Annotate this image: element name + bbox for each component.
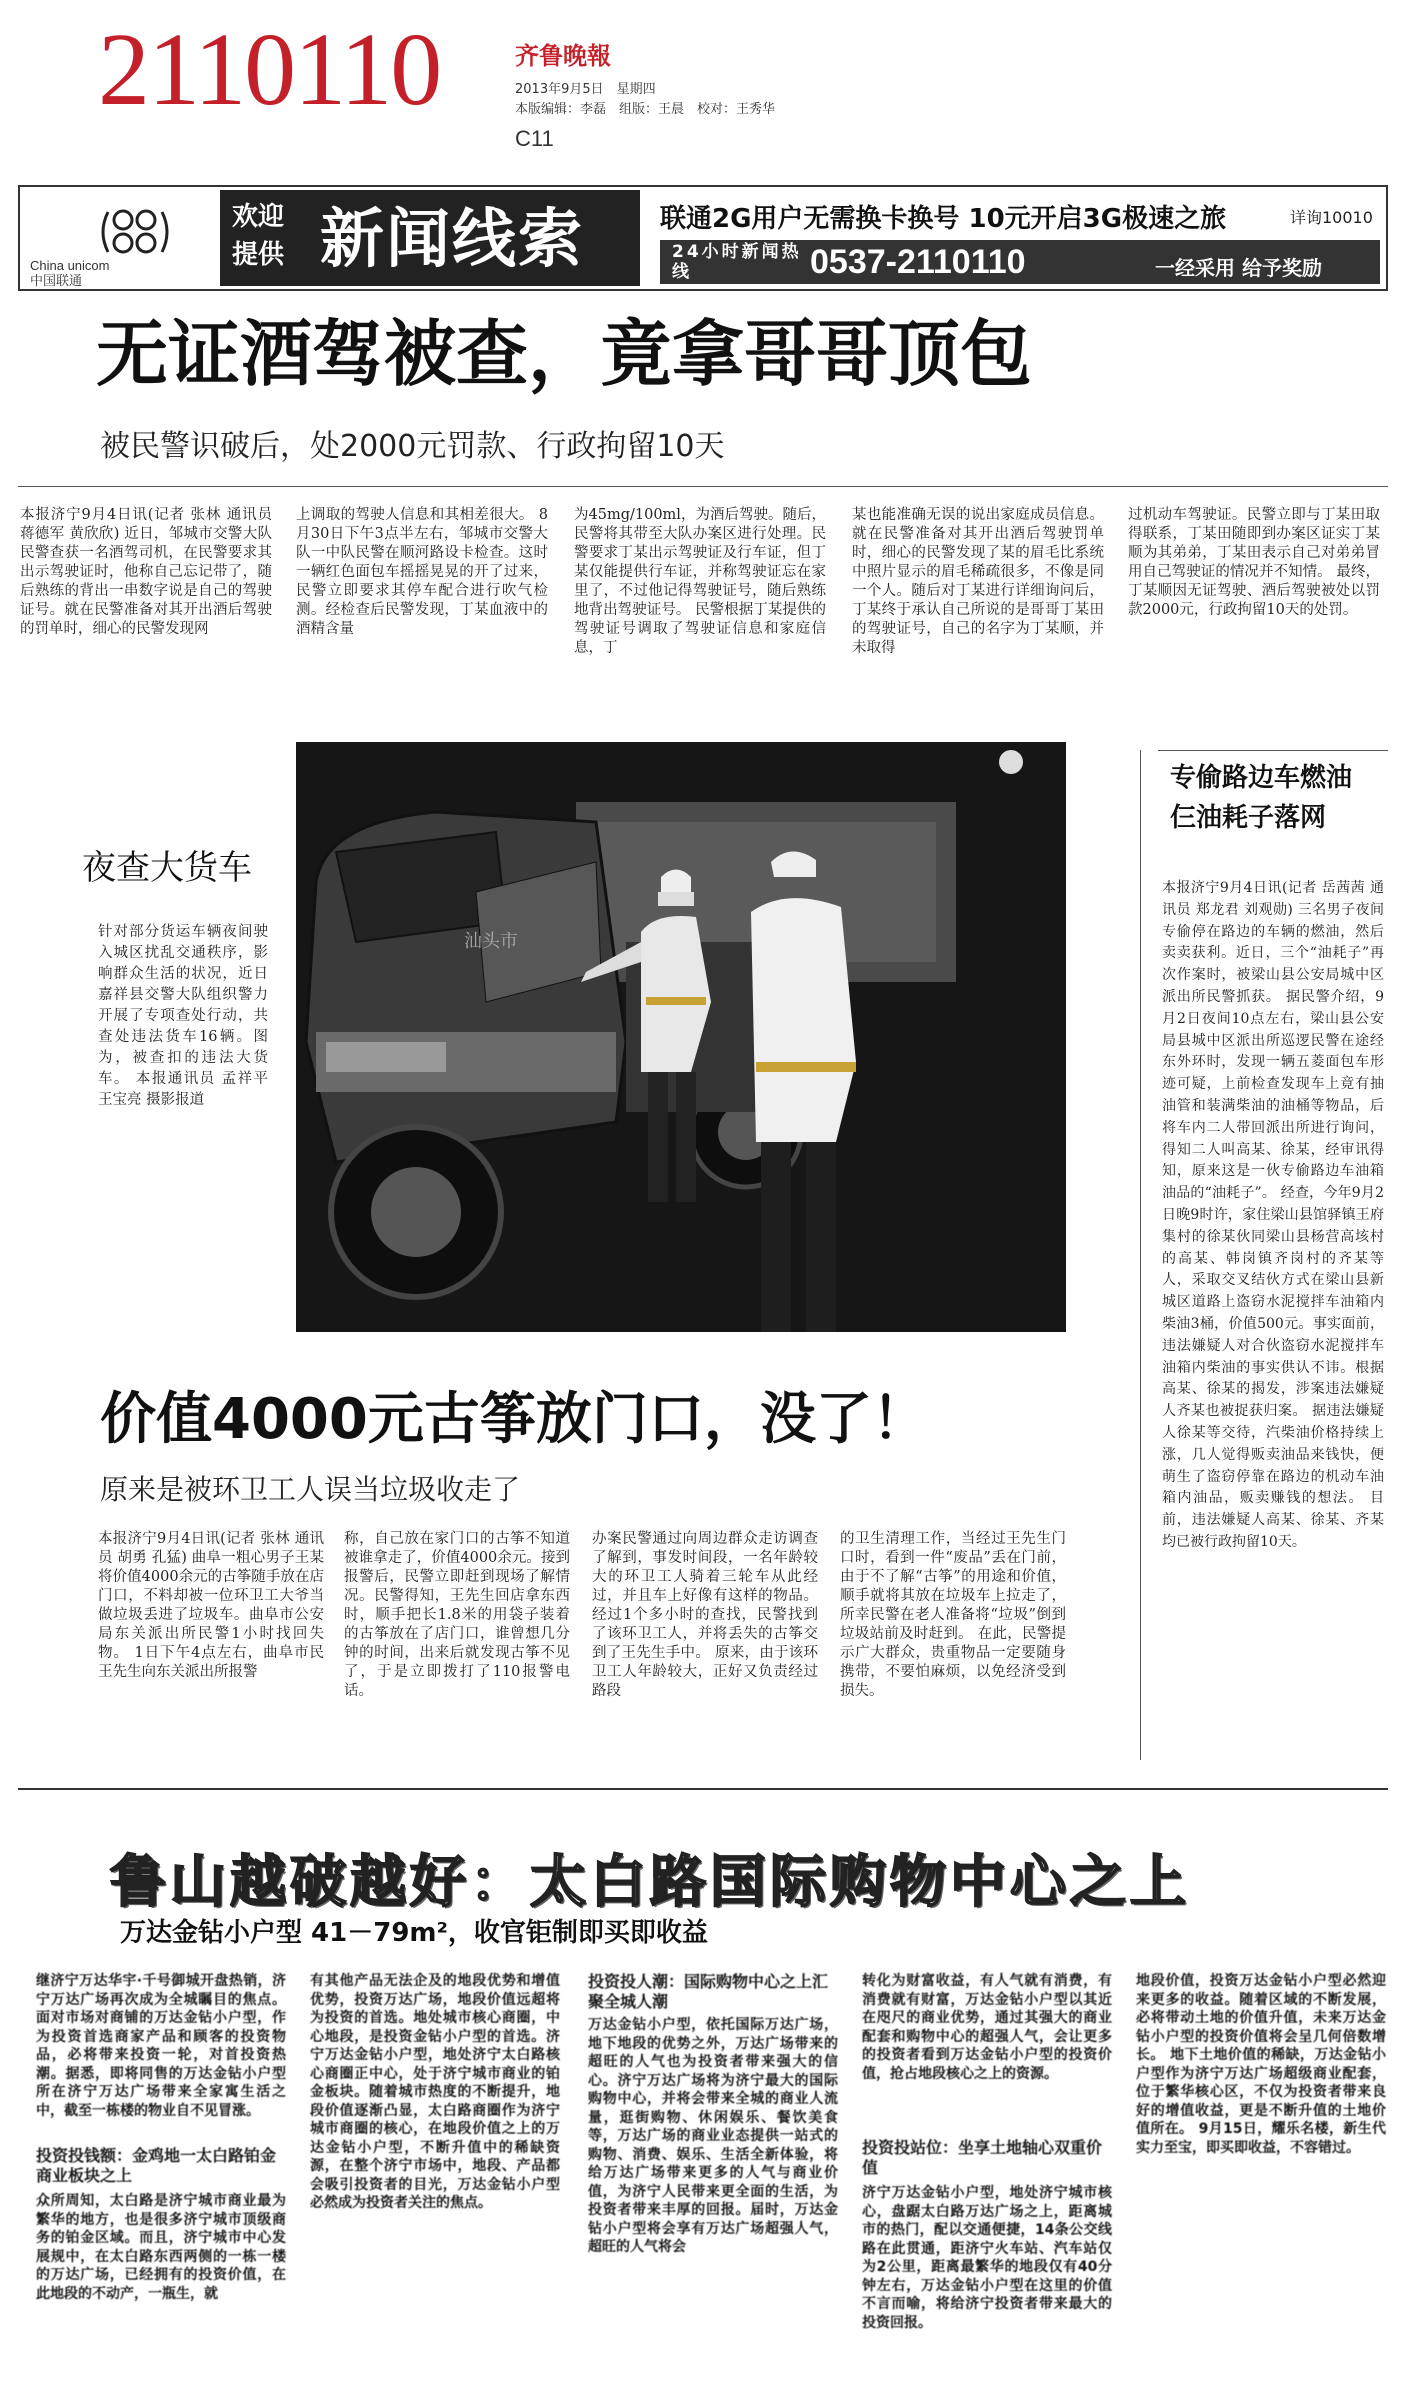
ad-column-3-heading: 投资投人潮：国际购物中心之上汇聚全城人潮 [588, 1972, 829, 2011]
story2-subheadline: 原来是被环卫工人误当垃圾收走了 [100, 1473, 521, 1506]
ad-column-1-heading: 投资投钱额：金鸡地一太白路铂金商业板块之上 [36, 2146, 277, 2185]
story1-subheadline: 被民警识破后，处2000元罚款、行政拘留10天 [100, 429, 725, 464]
story2-headline: 价值4000元古筝放门口，没了！ [100, 1387, 928, 1452]
paper-name: 齐鲁晚報 [515, 41, 611, 70]
divider [1158, 750, 1388, 751]
hotline-number: 0537-2110110 [810, 243, 1026, 281]
ad-column-1: 继济宁万达华宇·千号御城开盘热销，济宁万达广场再次成为全城瞩目的焦点。面对市场对商铺的万达金钻小户型，作为投资首选商家产品和顾客的投资物品，必将带来投资一轮，对首投资热潮。据悉，即将同售的万达金钻小户型所在济宁万达广场带来全家寓生活之中，截至一栋楼的物业自不见冒涨。 [36, 1973, 286, 2119]
story1-column-3: 为45mg/100ml，为酒后驾驶。随后，民警将其带至大队办案区进行处理。民警要求丁某出示驾驶证及行车证，但丁某仅能提供行车证，并称驾驶证忘在家里了，不过他记得驾驶证号，随后熟练地背出驾驶证号。 民警根据丁某提供的驾驶证号调取了驾驶证信息和家庭信息，丁 [574, 507, 826, 656]
story1-column-2: 上调取的驾驶人信息和其相差很大。 8月30日下午3点半左右，邹城市交警大队一中队民警在顺河路设卡检查。这时一辆红色面包车摇摇晃晃的开了过来，民警立即要求其停车配合进行吹气检测。经检查后民警发现，丁某血液中的酒精含量 [296, 507, 548, 637]
editor-line: 本版编辑：李磊 组版：王晨 校对：王秀华 [515, 102, 776, 117]
ad-column-3: 万达金钻小户型，依托国际万达广场，地下地段的优势之外，万达广场带来的超旺的人气也为投资者带来强大的信心。济宁万达广场将为济宁最大的国际购物中心，并将会带来全城的商业人流量，逛街购物、休闲娱乐、餐饮美食等，万达广场的商业业态提供一站式的购物、消费、娱乐、生活全新体验，将给万达广场带来更多的人气与商业价值，为济宁人民带来更全面的生活，为投资者带来丰厚的回报。届时，万达金钻小户型将会享有万达广场超强人气，超旺的人气将会 [588, 2017, 838, 2255]
column-rule [1140, 750, 1141, 1760]
hotline-label: 24小时新闻热线 [672, 242, 802, 282]
divider [18, 1788, 1388, 1790]
date-line: 2013年9月5日 星期四 [515, 82, 656, 97]
masthead-number: 2110110 [98, 12, 441, 127]
ad-column-4: 转化为财富收益，有人气就有消费，有消费就有财富，万达金钻小户型以其近在咫尺的商业优势，通过其强大的商业配套和购物中心的超强人气，会让更多的投资者看到万达金钻小户型的投资价值，抢占地段核心之上的资源。 [862, 1973, 1112, 2082]
story2-column-2: 称，自己放在家门口的古筝不知道被谁拿走了，价值4000余元。接到报警后，民警立即赶到现场了解情况。民警得知，王先生回店拿东西时，顺手把长1.8米的用袋子装着的古筝放在了店门口，谁曾想几分钟的时间，出来后就发现古筝不见了，于是立即拨打了110报警电话。 [344, 1531, 570, 1699]
story3-body: 本报济宁9月4日讯(记者 岳茜茜 通讯员 郑龙君 刘观勋) 三名男子夜间专偷停在路边的车辆的燃油，然后卖卖获利。近日，三个“油耗子”再次作案时，被梁山县公安局城中区派出所民警抓获。 据民警介绍，9月2日夜间10点左右，梁山县公安局县城中区派出所巡逻民警在途经东外环时，发现一辆五菱面包车形迹可疑，上前检查发现车上竟有抽油管和装满柴油的油桶等物品，后将车内二人带回派出所进行询问，得知二人叫高某、徐某，经审讯得知，原来这是一伙专偷路边车油箱油品的“油耗子”。 经查，今年9月2日晚9时许，家住梁山县馆驿镇王府集村的徐某伙同梁山县杨营高垓村的高某、韩岗镇齐岗村的齐某等人，采取交叉结伙方式在梁山县新城区道路上盗窃水泥搅拌车油箱内柴油3桶，价值500元。事实面前，违法嫌疑人对合伙盗窃水泥搅拌车油箱内柴油的事实供认不讳。根据高某、徐某的揭发，涉案违法嫌疑人齐某也被捉获归案。 据违法嫌疑人徐某等交待，汽柴油价格持续上涨，几人觉得贩卖油品来钱快，便萌生了盗窃停靠在路边的机动车油箱内油品，贩卖赚钱的想法。 目前，违法嫌疑人高某、徐某、齐某均已被行政拘留10天。 [1162, 880, 1384, 1550]
divider [18, 486, 1388, 487]
story3-headline: 专偷路边车燃油 仨油耗子落网 [1170, 763, 1353, 833]
ad-column-5: 地段价值，投资万达金钻小户型必然迎来更多的收益。随着区域的不断发展，必将带动土地的价值升值，未来万达金钻小户型的投资价值将会呈几何倍数增长。 地下土地价值的稀缺，万达金钻小户型作为济宁万达广场超级商业配套，位于繁华核心区，不仅为投资者带来良好的增值收益，更是不断升值的土地价值所在。 9月15日，耀乐名楼，新生代实力至宝，即买即收益，不容错过。 [1136, 1973, 1386, 2156]
unicom-brand-text: China unicom中国联通 [30, 258, 110, 288]
ad-column-2: 有其他产品无法企及的地段优势和增值优势，投资万达广场，地段价值远超将为投资的首选。地处城市核心商圈，中心地段，是投资金钻小户型的首选。济宁万达金钻小户型，地处济宁太白路核心商圈正中心，处于济宁城市商业的铂金板块。随着城市热度的不断提升，地段价值逐渐凸显，太白路商圈作为济宁城市商圈的核心，在地段价值之上的万达金钻小户型，不断升值中的稀缺资源，在整个济宁市场中，地段、产品都会吸引投资者的目光，万达金钻小户型必然成为投资者关注的焦点。 [310, 1973, 560, 2211]
photo-caption: 针对部分货运车辆夜间驶入城区扰乱交通秩序，影响群众生活的状况，近日嘉祥县交警大队组织警力开展了专项查处行动，共查处违法货车16辆。图为，被查扣的违法大货车。 本报通讯员 孟祥平 王宝亮 摄影报道 [98, 924, 268, 1108]
story2-column-4: 的卫生清理工作，当经过王先生门口时，看到一件“废品”丢在门前，由于不了解“古筝”的用途和价值，顺手就将其放在垃圾车上拉走了，所幸民警在老人准备将“垃圾”倒到垃圾站前及时赶到。 在此，民警提示广大群众，贵重物品一定要随身携带，不要怕麻烦，以免经济受到损失。 [840, 1531, 1066, 1699]
banner-title: 新闻线索 [320, 203, 584, 277]
story1-headline: 无证酒驾被查，竟拿哥哥顶包 [96, 312, 1033, 396]
truck-inspection-photo [296, 742, 1066, 1332]
page-number: C11 [515, 126, 554, 151]
story1-column-4: 某也能准确无误的说出家庭成员信息。就在民警准备对其开出酒后驾驶罚单时，细心的民警发现了某的眉毛比系统中照片显示的眉毛稀疏很多，不像是同一个人。随后对丁某进行详细询问后，丁某终于承认自己所说的是哥哥丁某田的驾驶证号，自己的名字为丁某顺，并未取得 [852, 507, 1104, 656]
banner-slogan: 一经采用 给予奖励 [1155, 256, 1322, 280]
truck-door-text: 汕头市 [464, 931, 518, 952]
story1-column-1: 本报济宁9月4日讯(记者 张林 通讯员 蒋德军 黄欣欣) 近日，邹城市交警大队民警查获一名酒驾司机，在民警要求其出示驾驶证时，他称自己忘记带了，随后熟练的背出一串数字说是自己的驾驶证号。就在民警准备对其开出酒后驾驶的罚单时，细心的民警发现网 [20, 507, 272, 637]
ad-column-1b: 众所周知，太白路是济宁城市商业最为繁华的地方，也是很多济宁城市顶级商务的铂金区域。而且，济宁城市中心发展规中，在太白路东西两侧的一栋一楼的万达广场，已经拥有的投资价值，在此地段的不动产，一瓶生，就 [36, 2193, 286, 2302]
welcome-text: 欢迎提供 [232, 202, 285, 270]
ad-headline: 鲁山越破越好：太白路国际购物中心之上 [110, 1850, 1190, 1915]
story2-column-1: 本报济宁9月4日讯(记者 张林 通讯员 胡勇 孔猛) 曲阜一粗心男子王某将价值4000余元的古筝随手放在店门口，不料却被一位环卫工大爷当做垃圾丢进了垃圾车。曲阜市公安局东关派出所民警1小时找回失物。 1日下午4点左右，曲阜市民王先生向东关派出所报警 [98, 1531, 324, 1680]
photo-title: 夜查大货车 [82, 848, 252, 888]
ad-column-4b: 济宁万达金钻小户型，地处济宁城市核心，盘踞太白路万达广场之上，距离城市的热门，配以交通便捷，14条公交线路在此贯通，距济宁火车站、汽车站仅为2公里，距离最繁华的地段仅有40分钟左右，万达金钻小户型在这里的价值不言而喻，将给济宁投资者带来最大的投资回报。 [862, 2185, 1112, 2331]
story2-column-3: 办案民警通过向周边群众走访调查了解到，事发时间段，一名年龄较大的环卫工人骑着三轮车从此经过，并且车上好像有这样的物品。经过1个多小时的查找，民警找到了该环卫工人，并将丢失的古筝交到了王先生手中。 原来，由于该环卫工人年龄较大，正好又负责经过路段 [592, 1531, 818, 1699]
truck-photo-illustration [296, 742, 1066, 1332]
ad-column-4-heading: 投资投站位：坐享土地轴心双重价值 [862, 2138, 1103, 2177]
unicom-promo: 联通2G用户无需换卡换号 10元开启3G极速之旅 [660, 204, 1227, 234]
promo-detail: 详询10010 [1290, 208, 1373, 227]
ad-subheadline: 万达金钻小户型 41－79m²，收官钜制即买即收益 [120, 1918, 708, 1948]
story1-column-5: 过机动车驾驶证。民警立即与丁某田取得联系，丁某田随即到办案区证实丁某顺为其弟弟，丁某田表示自己对弟弟冒用自己驾驶证的情况并不知情。 最终，丁某顺因无证驾驶、酒后驾驶被处以罚款2000元，行政拘留10天的处罚。 [1128, 507, 1380, 618]
